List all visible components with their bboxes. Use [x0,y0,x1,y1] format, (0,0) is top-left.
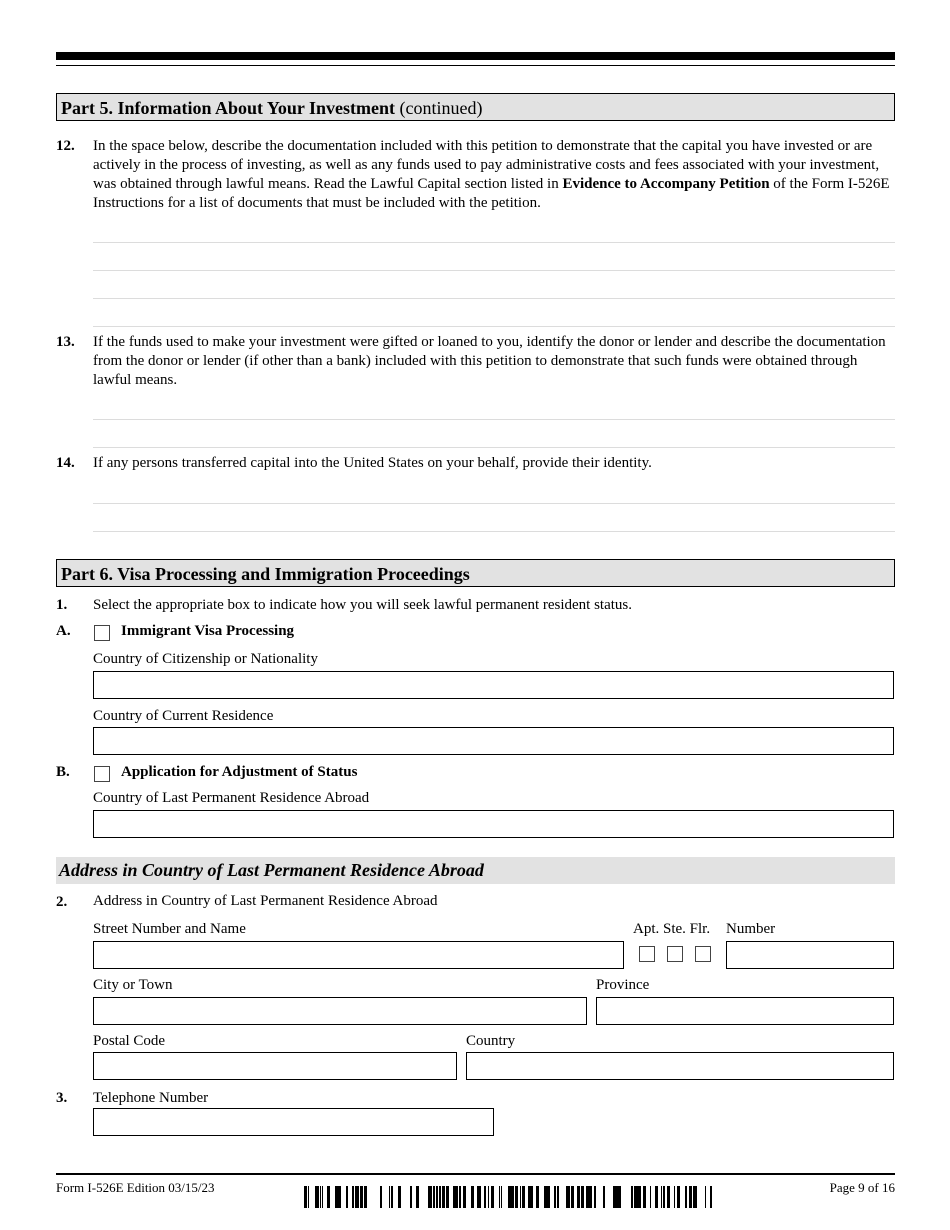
q13-text: If the funds used to make your investment were gifted or loaned to you, identify the donor or lender and describe the documentation from the donor or lender (if other than a bank) included with this petition to demonstrate that such funds were obtained through lawful means. [93,334,886,388]
p6-q1-number: 1. [56,597,68,613]
part5-continued: (continued) [399,98,483,118]
country-input[interactable] [466,1052,894,1080]
apt-checkbox[interactable] [639,946,655,962]
q14-answer-line[interactable] [93,503,895,504]
telephone-label: Telephone Number [93,1090,209,1106]
current-residence-label: Country of Current Residence [93,708,274,724]
province-input[interactable] [596,997,894,1025]
part6-title: Part 6. Visa Processing and Immigration Proceedings [61,564,470,584]
q2-text: Address in Country of Last Permanent Residence Abroad [93,893,438,909]
barcode-icon [304,1186,712,1208]
q14-answer-line[interactable] [93,531,895,532]
q12-answer-line[interactable] [93,298,895,299]
page-number: Page 9 of 16 [829,1180,895,1195]
q12-text-part2: of the Form I-526E Instructions for a list of documents that must be included with the petition. [93,176,890,211]
number-label: Number [726,921,776,937]
option-a-letter: A. [56,623,71,639]
adjustment-status-checkbox[interactable] [94,766,110,782]
current-residence-input[interactable] [93,727,894,755]
street-input[interactable] [93,941,624,969]
q12-answer-line[interactable] [93,326,895,327]
province-label: Province [596,977,650,993]
top-rule-thin [56,65,895,66]
q12-answer-line[interactable] [93,270,895,271]
apt-ste-flr-label: Apt. Ste. Flr. [633,921,711,937]
flr-checkbox[interactable] [695,946,711,962]
part5-title: Part 5. Information About Your Investment [61,98,396,118]
part6-header [56,559,895,587]
q12-answer-line[interactable] [93,242,895,243]
top-rule-thick [56,52,895,60]
p6-q1-text: Select the appropriate box to indicate how you will seek lawful permanent resident status. [93,597,633,613]
q12-text-bold: Evidence to Accompany Petition [562,176,770,192]
address-section-header: Address in Country of Last Permanent Residence Abroad [56,857,895,884]
postal-code-input[interactable] [93,1052,457,1080]
q13-answer-line[interactable] [93,447,895,448]
telephone-input[interactable] [93,1108,494,1136]
q12-text [93,137,895,213]
option-b-letter: B. [56,764,70,780]
city-input[interactable] [93,997,587,1025]
q12-text-part1: In the space below, describe the documentation included with this petition to demonstrate that the capital you have invested or are actively in the process of investing, as well as any funds used to pay administrative costs and fees associated with your investment, was obtained through lawful means. Read the Lawful Capital section listed in [93,138,880,192]
adjustment-status-label: Application for Adjustment of Status [121,764,358,780]
q14-number: 14. [56,455,75,471]
street-label: Street Number and Name [93,921,246,937]
last-residence-label: Country of Last Permanent Residence Abroad [93,790,370,806]
ste-checkbox[interactable] [667,946,683,962]
q3-number: 3. [56,1090,68,1106]
city-label: City or Town [93,977,173,993]
footer-rule [56,1173,895,1175]
part5-header [56,93,895,121]
number-input[interactable] [726,941,894,969]
q12-number: 12. [56,138,75,154]
last-residence-input[interactable] [93,810,894,838]
postal-code-label: Postal Code [93,1033,166,1049]
country-label: Country [466,1033,516,1049]
q2-number: 2. [56,894,68,910]
citizenship-input[interactable] [93,671,894,699]
q14-text: If any persons transferred capital into the United States on your behalf, provide their identity. [93,455,652,471]
citizenship-label: Country of Citizenship or Nationality [93,651,318,667]
form-edition: Form I-526E Edition 03/15/23 [56,1180,215,1195]
immigrant-visa-label: Immigrant Visa Processing [121,623,295,639]
q13-number: 13. [56,334,75,350]
immigrant-visa-checkbox[interactable] [94,625,110,641]
q13-answer-line[interactable] [93,419,895,420]
